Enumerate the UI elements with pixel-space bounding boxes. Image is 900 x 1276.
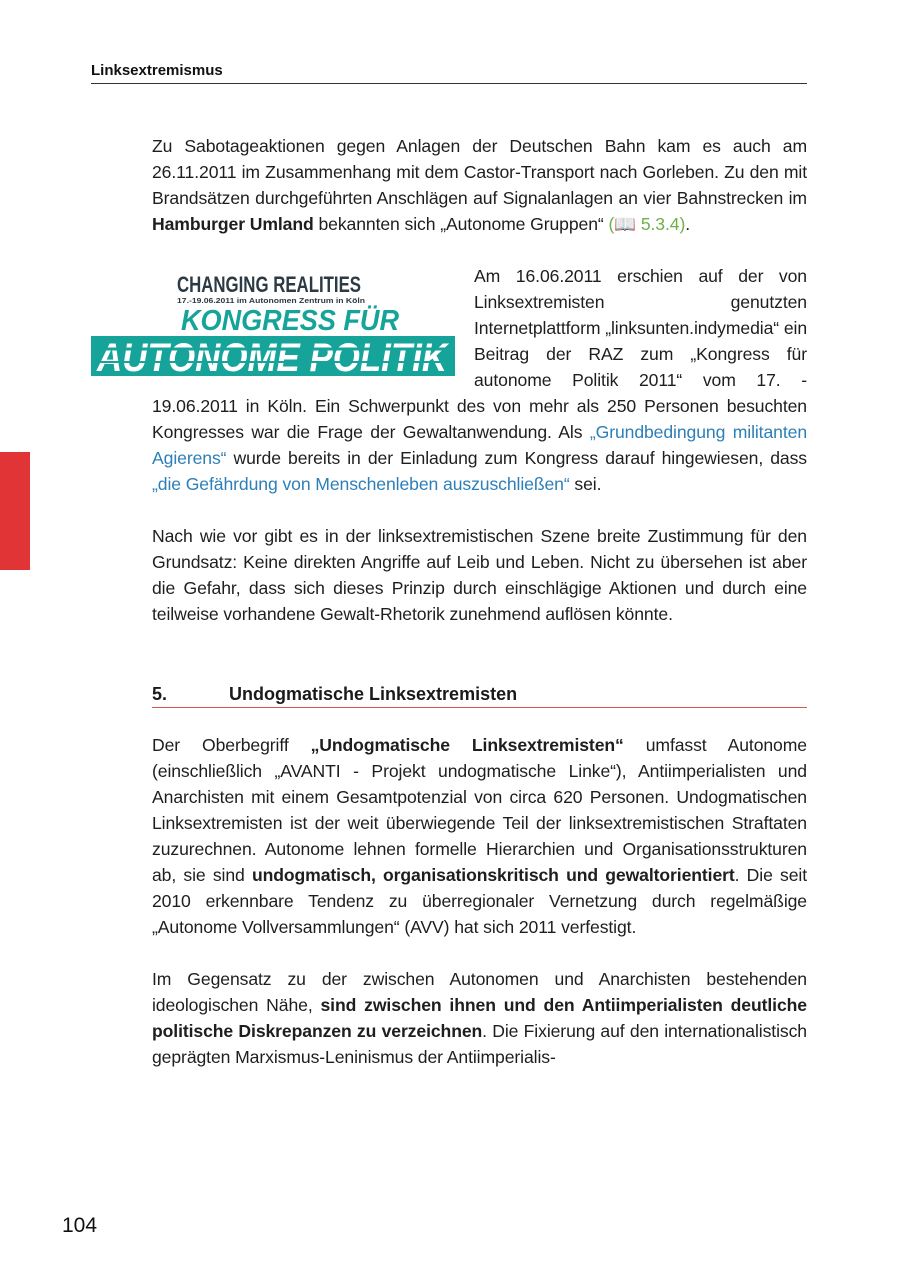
paragraph-congress: Am 16.06.2011 erschien auf der von Linksextremisten genutzten Internetplattform „linksunten.indymedia“ ein Beitrag der RAZ zum „Kongress für autonome Politik 2011“ vom 17. - 19.06.2011 in Köln. Ein Schwerpunkt des von mehr als 250 Personen besuchten Kongresses war die Frage der Gewaltanwendung. Als „Grundbedingung militanten Agierens“ wurde bereits in der Einladung zum Kongress darauf hingewiesen, dass „die Gefährdung von Menschenleben auszuschließen“ sei.: [152, 266, 808, 494]
congress-logo-image: [91, 270, 455, 380]
quote-grundbedingung: „Grundbedingung militanten Agierens“: [152, 422, 808, 468]
page-content: [96, 133, 808, 1070]
logo-line-kongress: KONGRESS FÜR: [181, 305, 415, 337]
logo-line-changing-realities: CHANGING REALITIES: [177, 272, 361, 297]
paragraph-gegensatz: Im Gegensatz zu der zwischen Autonomen und Anarchisten bestehenden ideologischen Nähe, sind zwischen ihnen und den Antiimperialisten deutliche politische Diskrepanzen zu verzeichnen. Die Fixierung auf den internationalistisch geprägten Marxismus-Leninismus der Antiimperialis-: [152, 969, 807, 1067]
paragraph-zustimmung: Nach wie vor gibt es in der linksextremistischen Szene breite Zustimmung für den Grundsatz: Keine direkten Angriffe auf Leib und Leben. Nicht zu übersehen ist aber die Gefahr, dass sich dieses Prinzip durch einschlägige Aktionen und durch eine teilweise vorhandene Gewalt-Rhetorik zunehmend auflösen könnte.: [152, 526, 807, 624]
section-title: Undogmatische Linksextremisten: [229, 684, 518, 704]
paragraph-oberbegriff: Der Oberbegriff „Undogmatische Linksextremisten“ umfasst Autonome (einschließlich „AVANTI - Projekt undogmatische Linke“), Antiimperialisten und Anarchisten mit einem Gesamtpotenzial von circa 620 Personen. Undogmatischen Linksextremisten ist der weit überwiegende Teil der linksextremistischen Straftaten zuzurechnen. Autonome lehnen formelle Hierarchien und Organisationsstrukturen ab, sie sind undogmatisch, organisationskritisch und gewaltorientiert. Die seit 2010 erkennbare Tendenz zu überregionaler Vernetzung durch regelmäßige „Autonome Vollversammlungen“ (AVV) hat sich 2011 verfestigt.: [152, 735, 807, 937]
congress-paragraph-block: [96, 263, 808, 497]
page-number: 104: [62, 1214, 98, 1237]
running-header: Linksextremismus: [91, 62, 807, 84]
logo-line-dates: 17.-19.06.2011 im Autonomen Zentrum in Köln: [177, 298, 365, 305]
cross-reference-link[interactable]: (📖 5.3.4): [608, 214, 686, 234]
logo-line-autonome-politik: AUTONOME POLITIK: [96, 336, 450, 380]
bold-hamburger-umland: Hamburger Umland: [152, 214, 314, 234]
section-heading: [152, 683, 807, 708]
quote-gefaehrdung: „die Gefährdung von Menschenleben auszuschließen“: [152, 474, 570, 494]
chapter-tab-marker: [0, 452, 30, 570]
section-number: 5.: [152, 684, 168, 704]
paragraph-sabotage: Zu Sabotageaktionen gegen Anlagen der Deutschen Bahn kam es auch am 26.11.2011 im Zusammenhang mit dem Castor-Transport nach Gorleben. Zu den mit Brandsätzen durchgeführten Anschlägen auf Signalanlagen an vier Bahnstrecken im Hamburger Umland bekannten sich „Autonome Gruppen“ (📖 5.3.4).: [152, 136, 807, 234]
